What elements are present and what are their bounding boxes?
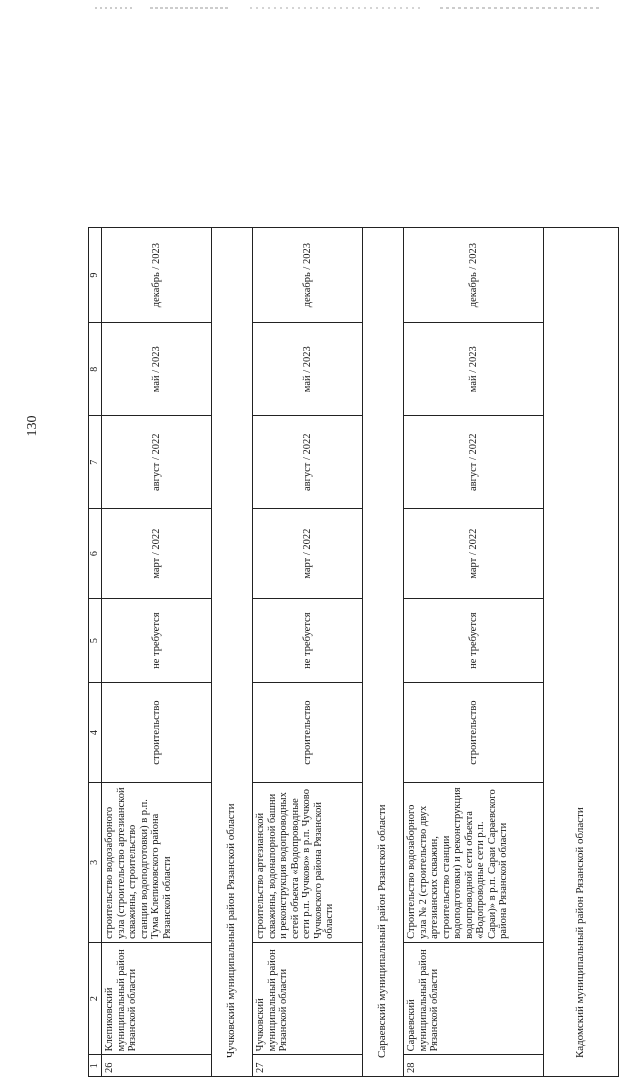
header-cell: 5 bbox=[89, 599, 102, 683]
col8-cell: май / 2023 bbox=[404, 323, 544, 416]
col8-cell: май / 2023 bbox=[253, 323, 363, 416]
col5-cell: не требуется bbox=[404, 599, 544, 683]
col8-cell: май / 2023 bbox=[102, 323, 212, 416]
col7-cell: август / 2022 bbox=[404, 416, 544, 509]
projects-table bbox=[88, 227, 619, 1077]
col9-cell: декабрь / 2023 bbox=[253, 228, 363, 323]
rotated-table-container bbox=[88, 227, 608, 1077]
col7-cell: август / 2022 bbox=[253, 416, 363, 509]
region-row bbox=[363, 228, 404, 1077]
page-number: 130 bbox=[25, 415, 40, 437]
col9-cell: декабрь / 2023 bbox=[404, 228, 544, 323]
col7-cell: август / 2022 bbox=[102, 416, 212, 509]
region-row bbox=[212, 228, 253, 1077]
region-row bbox=[544, 228, 619, 1077]
header-cell: 1 bbox=[89, 1055, 102, 1077]
row-number: 28 bbox=[404, 1055, 544, 1077]
object-cell: строительство артезианской скважины, водонапорной башни и реконструкция водопроводных сетей объекта «Водопроводные сети р.п. Чучково» в р.п. Чучково Чучковского района Рязанской области bbox=[253, 782, 363, 942]
work-type-cell: строительство bbox=[253, 683, 363, 783]
table-row bbox=[404, 228, 544, 1077]
header-cell: 4 bbox=[89, 683, 102, 783]
row-number: 27 bbox=[253, 1055, 363, 1077]
scan-artifact-dots bbox=[0, 6, 640, 10]
region-title: Кадомский муниципальный район Рязанской области bbox=[544, 228, 619, 1077]
region-title: Чучковский муниципальный район Рязанской области bbox=[212, 228, 253, 1077]
header-cell: 8 bbox=[89, 323, 102, 416]
work-type-cell: строительство bbox=[102, 683, 212, 783]
col5-cell: не требуется bbox=[102, 599, 212, 683]
col6-cell: март / 2022 bbox=[253, 509, 363, 599]
header-cell: 3 bbox=[89, 782, 102, 942]
region-title: Сараевский муниципальный район Рязанской области bbox=[363, 228, 404, 1077]
row-number: 26 bbox=[102, 1055, 212, 1077]
col6-cell: март / 2022 bbox=[404, 509, 544, 599]
col9-cell: декабрь / 2023 bbox=[102, 228, 212, 323]
header-cell: 7 bbox=[89, 416, 102, 509]
district-cell: Клепиковский муниципальный район Рязанской области bbox=[102, 942, 212, 1054]
col5-cell: не требуется bbox=[253, 599, 363, 683]
district-cell: Сараевский муниципальный район Рязанской области bbox=[404, 942, 544, 1054]
object-cell: Строительство водозаборного узла № 2 (строительство двух артезианских скважин, строительство станции водоподготовки) и реконструкция водопроводной сети объекта «Водопроводные сети р.п. Сараи)» в р.п. Сараи Сараевского района Рязанской области bbox=[404, 782, 544, 942]
col6-cell: март / 2022 bbox=[102, 509, 212, 599]
header-cell: 9 bbox=[89, 228, 102, 323]
header-row bbox=[89, 228, 102, 1077]
header-cell: 2 bbox=[89, 942, 102, 1054]
object-cell: строительство водозаборного узла (строительство артезианской скважины, строительство станции водоподготовки) в р.п. Тума Клепиковского района Рязанской области bbox=[102, 782, 212, 942]
table-row bbox=[253, 228, 363, 1077]
header-cell: 6 bbox=[89, 509, 102, 599]
work-type-cell: строительство bbox=[404, 683, 544, 783]
district-cell: Чучковский муниципальный район Рязанской области bbox=[253, 942, 363, 1054]
table-row bbox=[102, 228, 212, 1077]
